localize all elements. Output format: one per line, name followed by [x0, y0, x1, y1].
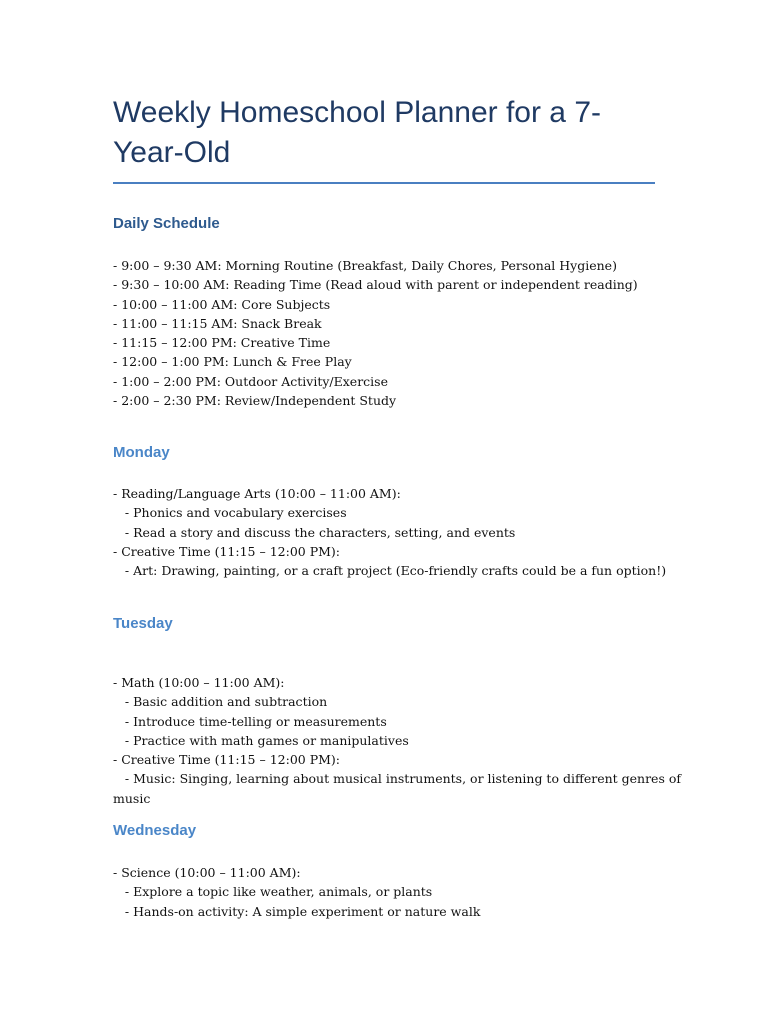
list-item: - 11:15 – 12:00 PM: Creative Time [113, 335, 331, 351]
list-item: - 10:00 – 11:00 AM: Core Subjects [113, 296, 331, 312]
list-item: - 9:00 – 9:30 AM: Morning Routine (Breakfast, Daily Chores, Personal Hygiene) [113, 258, 617, 273]
list-item: - Phonics and vocabulary exercises [113, 505, 347, 521]
list-item: - Basic addition and subtraction [113, 694, 328, 710]
list-item: - Science (10:00 – 11:00 AM): [113, 865, 301, 880]
list-item: - Reading/Language Arts (10:00 – 11:00 AM): [113, 486, 401, 501]
document-page [113, 93, 681, 919]
heading-monday: Monday [113, 444, 170, 461]
list-item: - 2:00 – 2:30 PM: Review/Independent Study [113, 393, 397, 409]
daily-schedule-list [113, 256, 638, 410]
list-item: - Explore a topic like weather, animals, or plants [113, 884, 433, 900]
list-item: - Introduce time-telling or measurements [113, 713, 387, 729]
heading-wednesday: Wednesday [113, 822, 197, 839]
list-item: - Music: Singing, learning about musical instruments, or listening to different genres of [113, 771, 681, 787]
list-item: - Creative Time (11:15 – 12:00 PM): [113, 543, 340, 559]
tuesday-list [113, 673, 681, 808]
list-item: - Hands-on activity: A simple experiment or nature walk [113, 903, 481, 919]
heading-daily-schedule: Daily Schedule [113, 215, 220, 232]
title-underline [113, 182, 655, 184]
list-item: - Read a story and discuss the characters, setting, and events [113, 524, 516, 540]
document-title: Weekly Homeschool Planner for a 7-Year-Old [113, 96, 601, 169]
list-item: - 9:30 – 10:00 AM: Reading Time (Read aloud with parent or independent reading) [113, 277, 638, 293]
list-item: - 12:00 – 1:00 PM: Lunch & Free Play [113, 354, 352, 370]
monday-list [113, 484, 666, 580]
list-item: - Creative Time (11:15 – 12:00 PM): [113, 752, 340, 768]
wednesday-list [113, 863, 480, 921]
heading-tuesday: Tuesday [113, 615, 173, 632]
list-item: - Art: Drawing, painting, or a craft project (Eco-friendly crafts could be a fun option!) [113, 563, 667, 579]
list-item: - Math (10:00 – 11:00 AM): [113, 675, 285, 690]
list-item: - 11:00 – 11:15 AM: Snack Break [113, 315, 322, 331]
list-item: music [113, 790, 151, 806]
list-item: - 1:00 – 2:00 PM: Outdoor Activity/Exercise [113, 373, 388, 389]
list-item: - Practice with math games or manipulatives [113, 732, 409, 748]
